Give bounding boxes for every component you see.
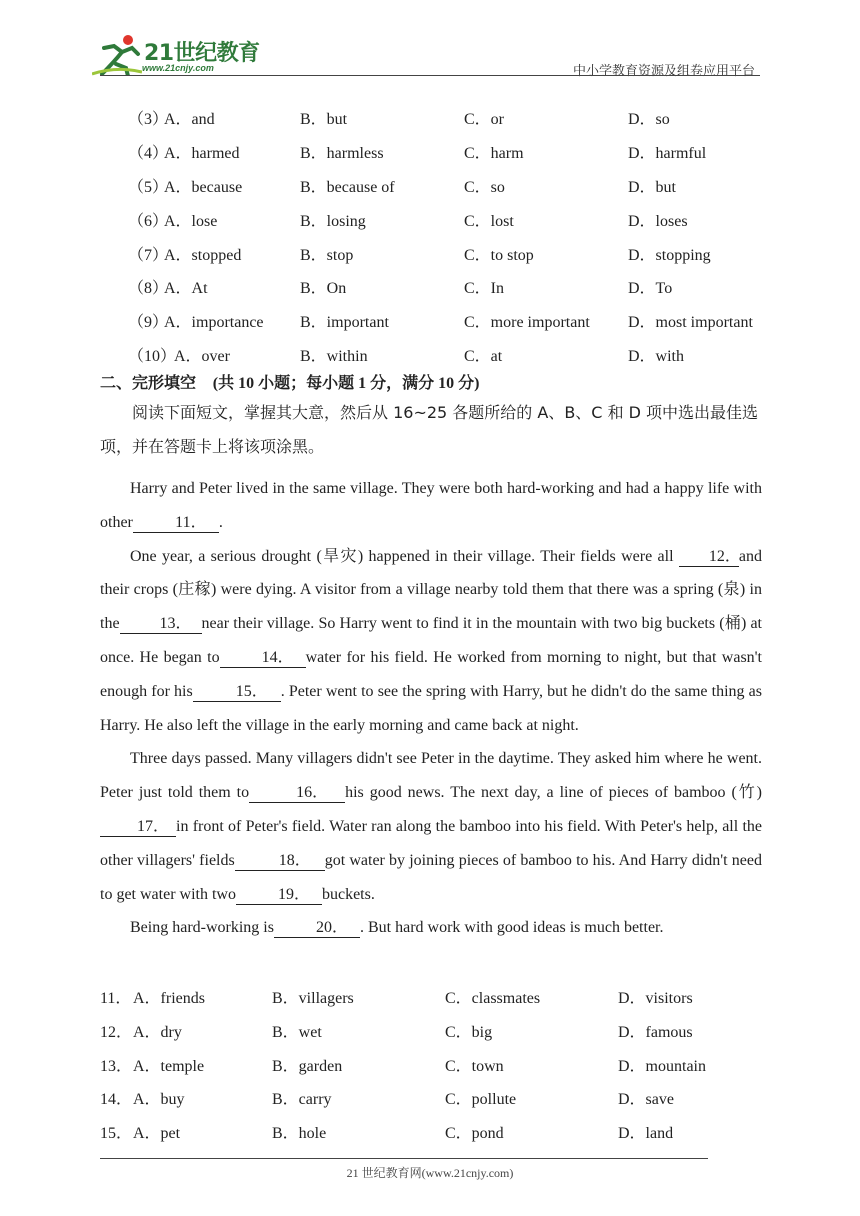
- option-d: D．famous: [618, 1024, 693, 1041]
- blank-19: 19．: [236, 886, 322, 905]
- option-a: A．lose: [164, 213, 218, 230]
- paragraph: [100, 540, 762, 743]
- passage-text: Being hard-working is: [130, 919, 274, 937]
- section-scoring-note: (共 10 小题；每小题 1 分，满分 10 分): [212, 375, 480, 392]
- blank-17: 17．: [100, 818, 176, 837]
- option-a: A．harmed: [164, 145, 240, 162]
- option-b: B．but: [300, 111, 348, 128]
- option-b: B．stop: [300, 247, 354, 264]
- blank-13: 13．: [120, 615, 202, 634]
- section-title: 二、完形填空: [100, 373, 197, 392]
- option-b: B．losing: [300, 213, 366, 230]
- option-a: A．because: [164, 179, 243, 196]
- option-b: B．garden: [272, 1058, 343, 1075]
- option-a: A．stopped: [164, 247, 242, 264]
- option-a: A．buy: [133, 1091, 185, 1108]
- site-logo: [92, 34, 262, 76]
- runner-logo-icon: [92, 34, 142, 76]
- blank-16: 16．: [249, 784, 345, 803]
- passage-text: . Peter went to see the spring with Harry, but he didn't do the same thing as Harry. He also left the village in the early morning and came back at night.: [100, 682, 763, 734]
- question-number: （6）: [128, 213, 169, 230]
- option-a: A．and: [164, 111, 215, 128]
- passage-text: One year, a serious drought (旱灾) happened in their village. Their fields were all: [130, 547, 679, 565]
- passage-text: buckets.: [321, 885, 375, 903]
- passage-text: Harry and Peter lived in the same village. They were both hard-working and had a happy life with other: [100, 480, 762, 531]
- paragraph: [100, 911, 762, 945]
- option-c: C．In: [464, 280, 505, 297]
- option-d: D．visitors: [618, 990, 693, 1007]
- blank-14: 14．: [220, 649, 306, 668]
- question-number: 13．: [100, 1058, 133, 1075]
- logo-text: 21世纪教育: [144, 41, 260, 66]
- option-c: C．at: [464, 348, 503, 365]
- option-a: A．At: [164, 280, 208, 297]
- question-number: 11．: [100, 990, 132, 1007]
- paragraph: Harry and Peter lived in the same village. They were both hard-working and had a happy life with other 11． .: [100, 480, 762, 531]
- header-divider: [100, 75, 760, 76]
- option-b: B．wet: [272, 1024, 322, 1041]
- question-number: 15．: [100, 1125, 133, 1142]
- passage-text: Three days passed. Many villagers didn't see Peter in the daytime. They asked him where he went. Peter just told them to: [100, 750, 762, 802]
- option-b: B．harmless: [300, 145, 384, 162]
- option-d: D．To: [628, 280, 673, 297]
- blank-18: 18．: [235, 852, 325, 871]
- option-c: C．so: [464, 179, 505, 196]
- option-d: D．with: [628, 348, 685, 365]
- logo-url: www.21cnjy.com: [142, 63, 214, 73]
- question-number: （4）: [128, 145, 169, 162]
- option-a: A．dry: [133, 1024, 182, 1041]
- passage-text: in front of Peter's field. Water ran along the bamboo into his field. With Peter's help, all the other villagers' fields: [100, 817, 762, 869]
- option-a: A．importance: [164, 314, 264, 331]
- option-d: D．mountain: [618, 1058, 706, 1075]
- option-c: C．town: [445, 1058, 504, 1075]
- option-d: D．harmful: [628, 145, 707, 162]
- question-number: （3）: [128, 111, 169, 128]
- question-number: 14．: [100, 1091, 133, 1108]
- passage-text: his good news. The next day, a line of pieces of bamboo (竹): [345, 784, 762, 802]
- option-c: C．pollute: [445, 1091, 517, 1108]
- option-a: A．over: [174, 348, 230, 365]
- option-d: D．land: [618, 1125, 674, 1142]
- option-b: B．within: [300, 348, 368, 365]
- question-number: （10）: [128, 348, 177, 365]
- platform-label: 中小学教育资源及组卷应用平台: [572, 64, 755, 79]
- passage-text: got water by joining pieces of bamboo to his. And Harry didn't need to get water with two: [100, 851, 762, 903]
- option-d: D．most important: [628, 314, 753, 331]
- option-c: C．big: [445, 1024, 493, 1041]
- option-d: D．save: [618, 1091, 674, 1108]
- option-c: C．lost: [464, 213, 514, 230]
- option-d: D．stopping: [628, 247, 711, 264]
- option-b: B．On: [300, 280, 347, 297]
- question-number: （8）: [128, 280, 169, 297]
- passage-text: . But hard work with good ideas is much better.: [359, 919, 664, 937]
- footer-divider: [100, 1158, 708, 1159]
- paragraph: [100, 742, 762, 911]
- question-number: （5）: [128, 179, 169, 196]
- passage-text: water for his field. He worked from morning to night, but that wasn't enough for his: [100, 648, 763, 700]
- option-b: B．villagers: [272, 990, 354, 1007]
- option-b: B．because of: [300, 179, 395, 196]
- page-header: [0, 0, 860, 80]
- section-heading: [100, 370, 479, 393]
- question-number: （9）: [128, 314, 169, 331]
- passage-text: near their village. So Harry went to find it in the mountain with two big buckets (桶) at once. He began to: [100, 615, 762, 666]
- option-c: C．classmates: [445, 990, 541, 1007]
- option-c: C．harm: [464, 145, 524, 162]
- section-instruction: 阅读下面短文，掌握其大意，然后从 16~25 各题所给的 A、B、C 和 D 项中选出最佳选项，并在答题卡上将该项涂黑。: [100, 403, 759, 456]
- option-c: C．pond: [445, 1125, 504, 1142]
- option-c: C．to stop: [464, 247, 534, 264]
- option-b: B．hole: [272, 1125, 327, 1142]
- passage-text: and their crops (庄稼) were dying. A visitor from a village nearby told them that there was a spring (泉) in the: [100, 547, 762, 633]
- option-c: C．more important: [464, 314, 590, 331]
- option-a: A．friends: [133, 990, 205, 1007]
- option-a: A．pet: [133, 1125, 181, 1142]
- blank-15: 15．: [193, 683, 281, 702]
- option-d: D．but: [628, 179, 677, 196]
- option-d: D．loses: [628, 213, 688, 230]
- option-b: B．important: [300, 314, 389, 331]
- page-footer: 21 世纪教育网(www.21cnjy.com): [346, 1166, 514, 1180]
- option-c: C．or: [464, 111, 505, 128]
- question-number: 12．: [100, 1024, 133, 1041]
- blank-11: 11．: [133, 514, 219, 533]
- option-d: D．so: [628, 111, 670, 128]
- option-a: A．temple: [133, 1058, 205, 1075]
- option-b: B．carry: [272, 1091, 332, 1108]
- cloze-passage: [100, 472, 762, 945]
- blank-12: 12．: [679, 548, 739, 567]
- blank-20: 20．: [274, 919, 360, 938]
- question-number: （7）: [128, 247, 169, 264]
